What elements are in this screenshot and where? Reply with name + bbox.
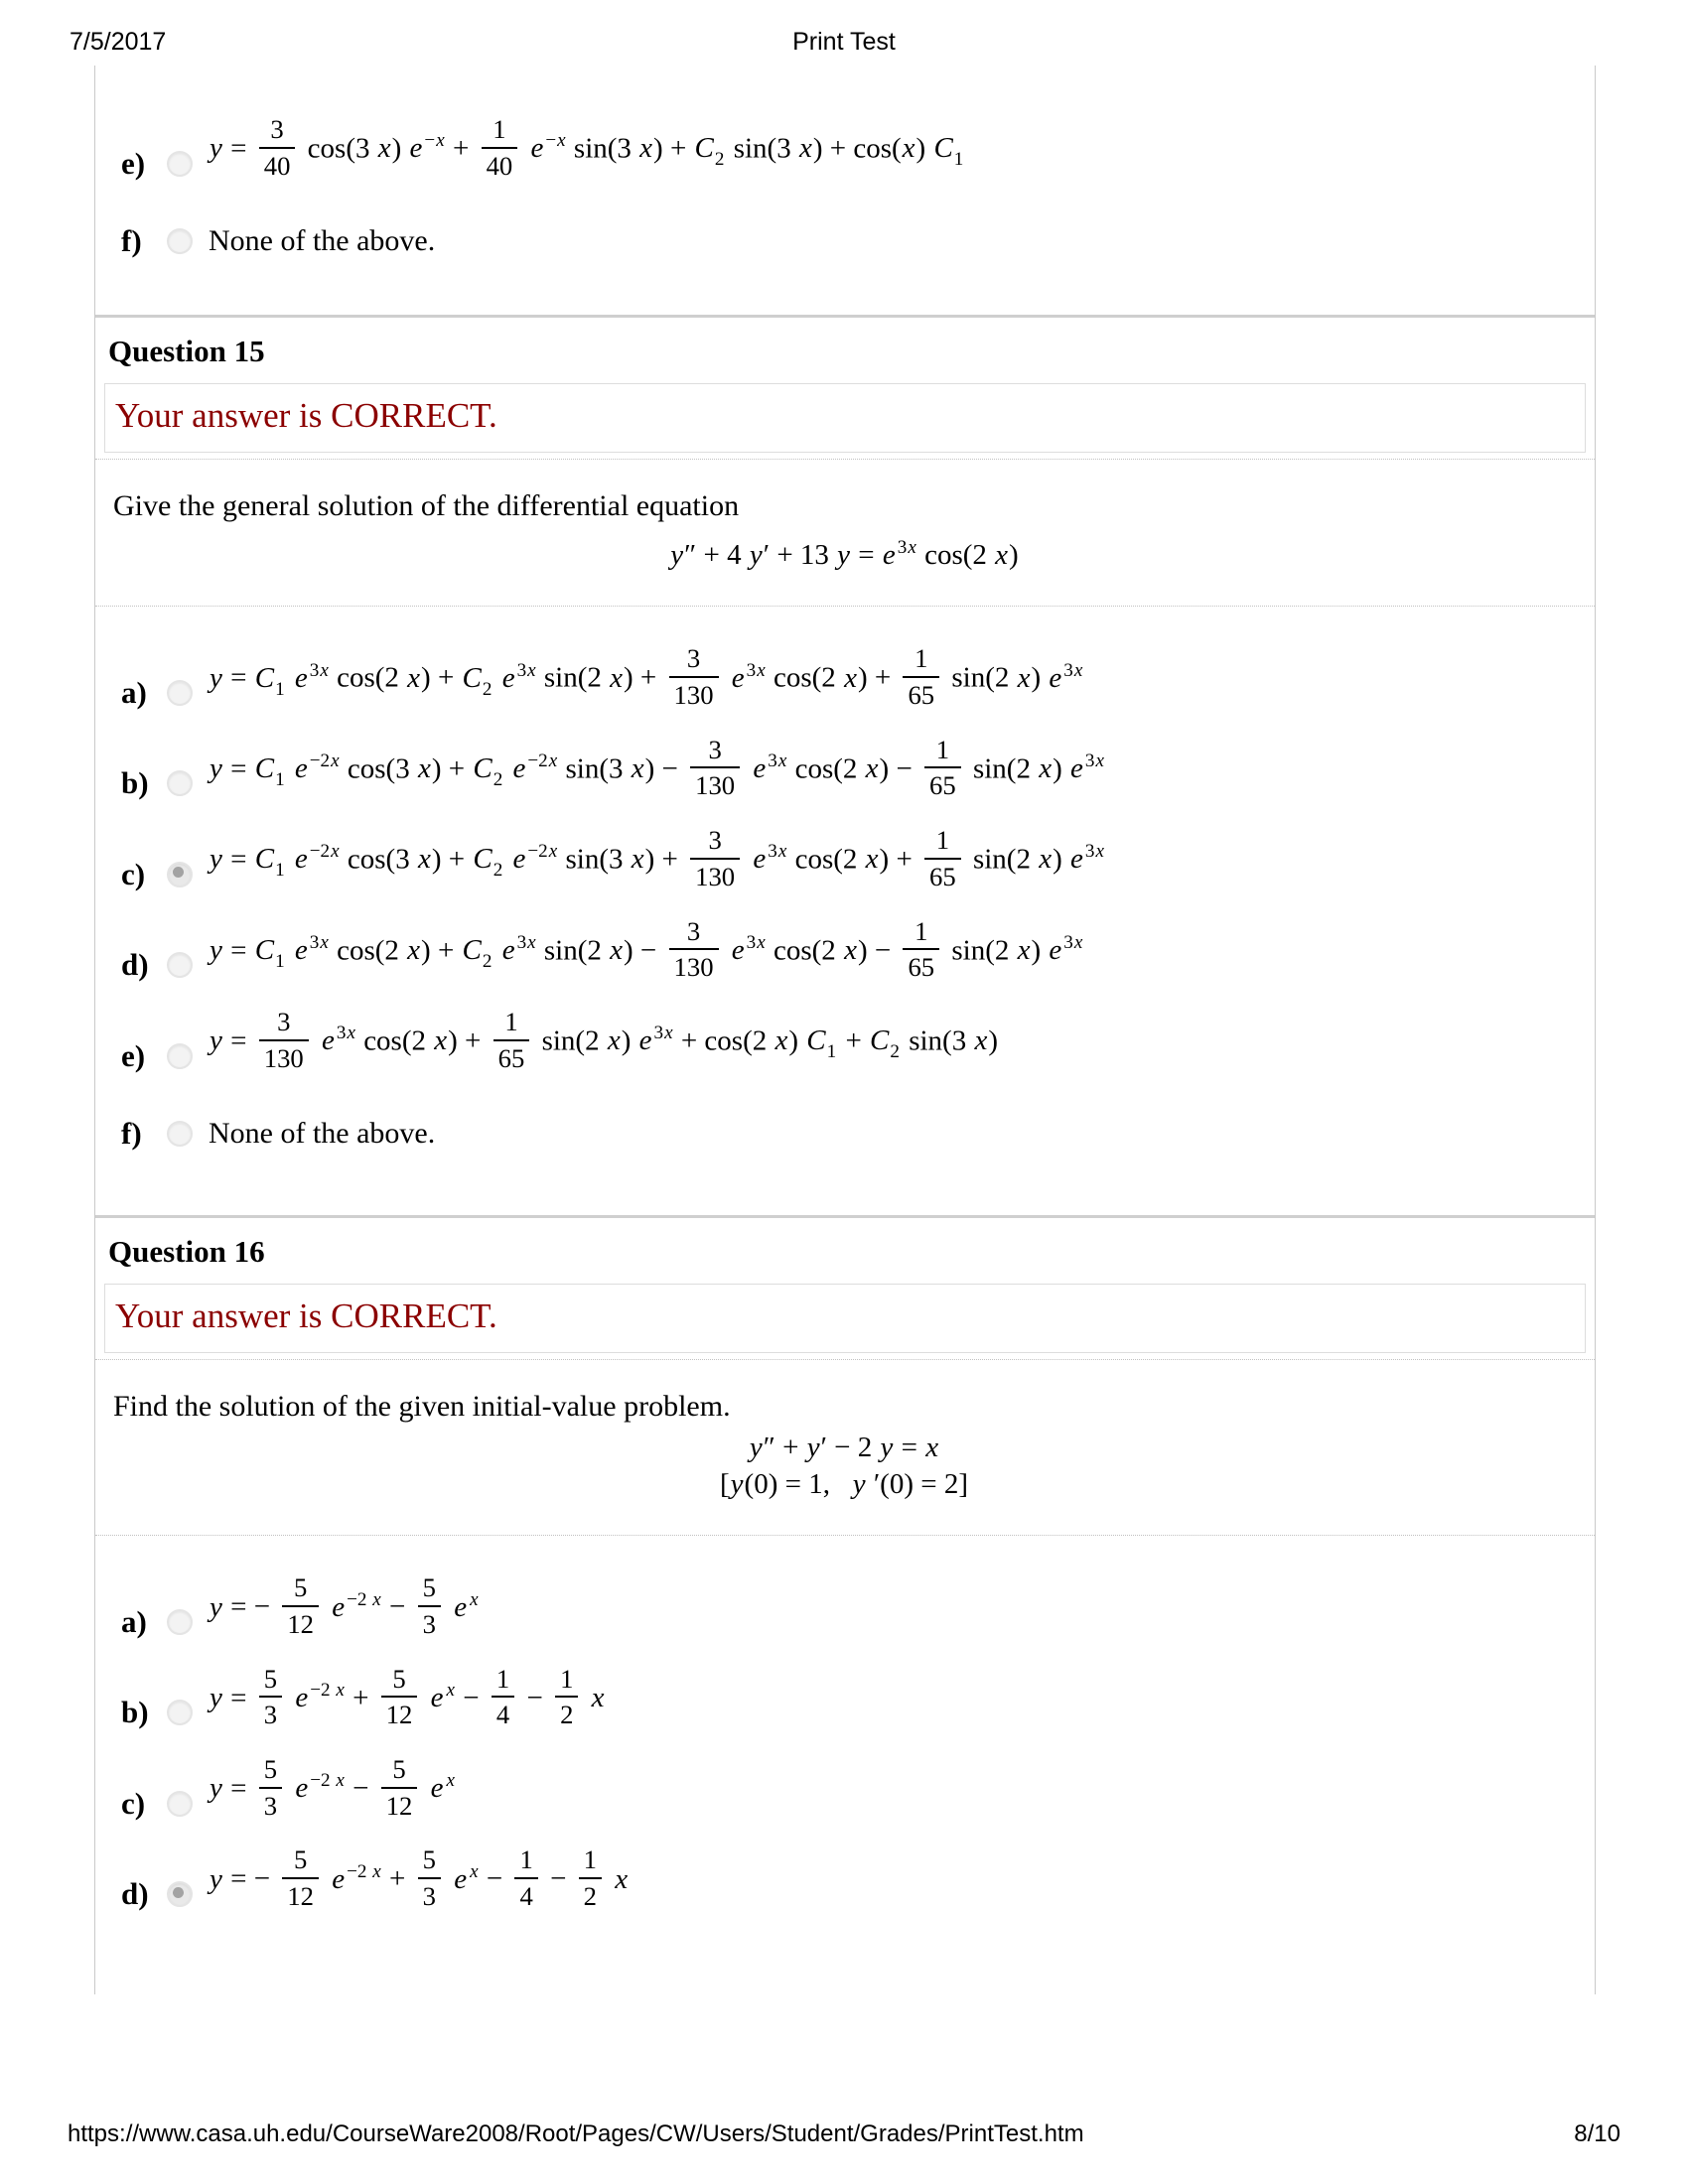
option-row [95,1116,1595,1152]
option-label: e) [121,145,146,181]
option-label: c) [121,856,146,891]
header-date: 7/5/2017 [70,28,167,56]
question-prompt: Give the general solution of the differential equation [113,489,740,523]
question-title: Question 15 [108,334,265,369]
option-formula: $y = C_1$ e $^{-2x}$ cos(3 $x) + C_2$ e $^{-2x}$ sin(3 x) − $\frac{3}{130}$ e $^{3x}$ cos(2 x) − $\frac{1}{65}$ sin(2 x) e $^{3x}$ [210,734,1104,801]
option-row [95,1572,1595,1640]
option-row [95,1663,1595,1731]
radio-button[interactable] [167,770,193,796]
option-row [95,734,1595,802]
content-table [94,66,1596,1994]
question-title: Question 16 [108,1234,265,1270]
option-label: f) [121,1116,142,1152]
option-label: d) [121,947,149,983]
option-formula: y = $\frac{3}{40}$ cos(3 x) e $^{-x}$ + $\frac{1}{40}$ e $^{-x}$ sin(3 $x) + C_2$ sin(3 x) + cos(x) $C_1$ [210,114,964,181]
page-title: Print Test [792,28,896,56]
option-row [95,1844,1595,1912]
question-prompt: Find the solution of the given initial-value problem. [113,1390,731,1424]
radio-button[interactable] [167,1700,193,1725]
result-banner: Your answer is CORRECT. [104,1284,1586,1353]
option-formula: y = $\frac{5}{3}$ e $^{-2 x}$ + $\frac{5}{12}$ e $^x$ − $\frac{1}{4}$ − $\frac{1}{2}$ x [210,1663,605,1730]
options-list [95,1535,1595,1961]
option-text: None of the above. [209,224,436,258]
footer-url: https://www.casa.uh.edu/CourseWare2008/Root/Pages/CW/Users/Student/Grades/PrintTest.htm [68,2120,1084,2147]
option-formula: $y = C_1$ e $^{3x}$ cos(2 $x) + C_2$ e $^{3x}$ sin(2 x) + $\frac{3}{130}$ e $^{3x}$ cos(2 x) + $\frac{1}{65}$ sin(2 x) e $^{3x}$ [210,643,1083,711]
equation: [y(0) = 1, y ′(0) = 2] [719,1468,968,1501]
option-row [95,643,1595,711]
radio-button[interactable] [167,1791,193,1817]
result-banner: Your answer is CORRECT. [104,383,1586,453]
radio-button[interactable] [167,151,193,177]
option-row [95,915,1595,984]
option-formula: $y = C_1$ e $^{3x}$ cos(2 $x) + C_2$ e $^{3x}$ sin(2 x) − $\frac{3}{130}$ e $^{3x}$ cos(2 x) − $\frac{1}{65}$ sin(2 x) e $^{3x}$ [210,915,1083,983]
radio-button[interactable] [167,862,193,887]
equation: y″ + y′ − 2 y = x [749,1432,939,1464]
option-row [95,223,1595,259]
option-formula: y = $\frac{3}{130}$ e $^{3x}$ cos(2 x) + $\frac{1}{65}$ sin(2 x) e $^{3x}$ + cos(2 x) $C_1 + C_2$ sin(3 x) [210,1006,998,1073]
question-16-section [95,1215,1595,1994]
option-label: c) [121,1785,146,1821]
option-row [95,1006,1595,1074]
option-label: b) [121,1695,149,1730]
footer-page-number: 8/10 [1574,2120,1620,2147]
option-label: a) [121,675,147,711]
option-label: b) [121,765,149,801]
equation: y″ + 4 y′ + 13 y = e $^{3x}$ cos(2 x) [670,537,1019,572]
question-15-section [95,315,1595,1215]
radio-button[interactable] [167,1609,193,1635]
option-row [95,114,1595,182]
option-text: None of the above. [209,1117,436,1151]
question-body [95,1359,1595,1535]
radio-button[interactable] [167,1881,193,1907]
option-label: e) [121,1037,146,1073]
question-body [95,459,1595,606]
page-footer [0,2118,1688,2148]
option-label: d) [121,1876,149,1912]
option-formula: y = − $\frac{5}{12}$ e $^{-2 x}$ + $\frac{5}{3}$ e $^x$ − $\frac{1}{4}$ − $\frac{1}{2}$ x [210,1844,629,1912]
option-label: f) [121,223,142,259]
option-row [95,825,1595,892]
radio-button[interactable] [167,228,193,254]
option-formula: y = − $\frac{5}{12}$ e $^{-2 x}$ − $\frac{5}{3}$ e $^x$ [210,1572,479,1639]
option-row [95,1754,1595,1822]
page-header [0,0,1688,66]
radio-button[interactable] [167,952,193,978]
option-formula: $y = C_1$ e $^{-2x}$ cos(3 $x) + C_2$ e $^{-2x}$ sin(3 x) + $\frac{3}{130}$ e $^{3x}$ cos(2 x) + $\frac{1}{65}$ sin(2 x) e $^{3x}$ [210,825,1104,891]
option-label: a) [121,1603,147,1639]
partial-question-section [95,66,1595,315]
option-formula: y = $\frac{5}{3}$ e $^{-2 x}$ − $\frac{5}{12}$ e $^x$ [210,1754,455,1821]
radio-button[interactable] [167,1043,193,1069]
radio-button[interactable] [167,680,193,706]
radio-button[interactable] [167,1121,193,1147]
options-list [95,606,1595,1215]
